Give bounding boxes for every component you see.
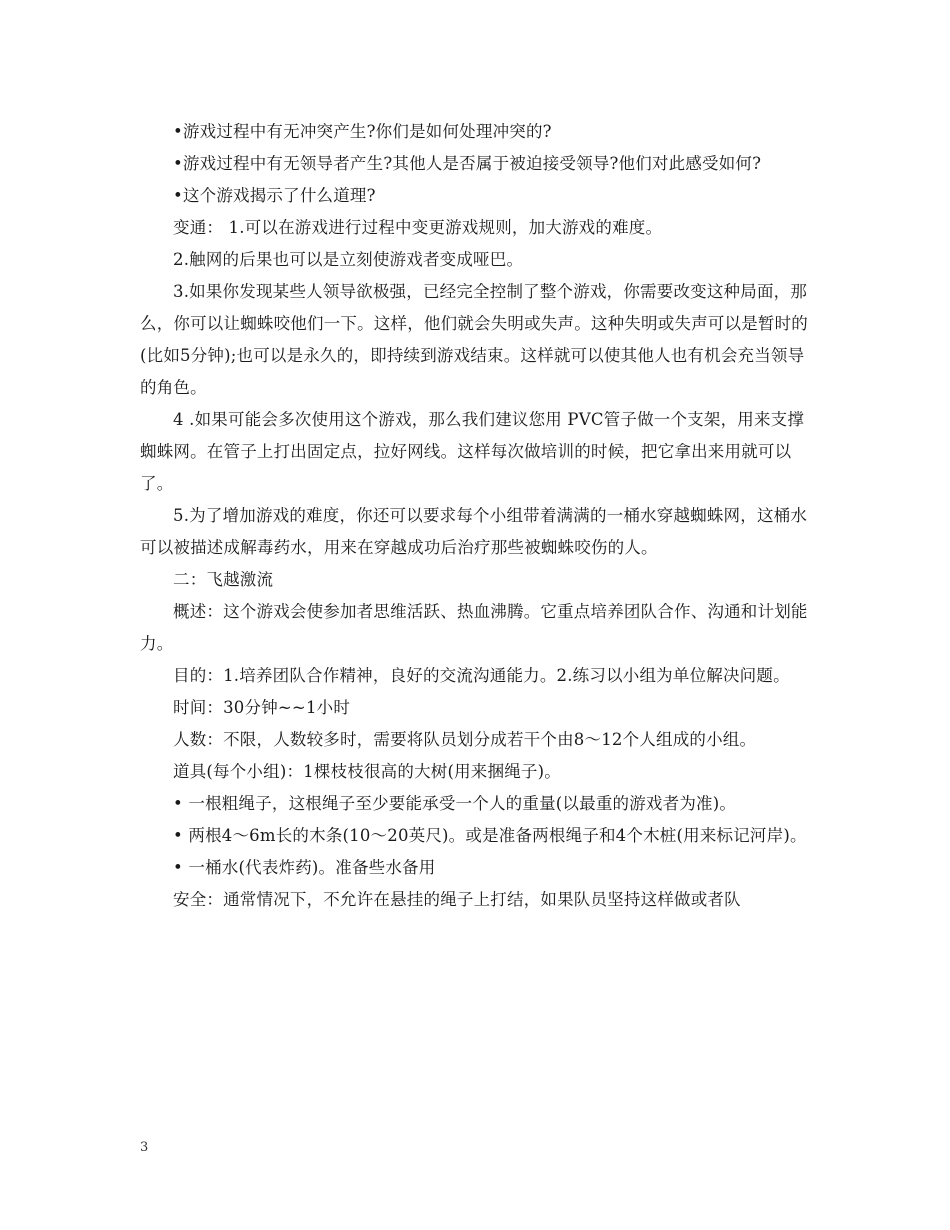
safety: 安全：通常情况下，不允许在悬挂的绳子上打结，如果队员坚持这样做或者队 — [173, 890, 741, 909]
variation-1: 变通： 1.可以在游戏进行过程中变更游戏规则，加大游戏的难度。 — [173, 218, 663, 237]
time: 时间：30分钟~~1小时 — [173, 698, 351, 717]
variation-3: 3.如果你发现某些人领导欲极强，已经完全控制了整个游戏，你需要改变这种局面，那么，你可以让蜘蛛咬他们一下。这样，他们就会失明或失声。这种失明或失声可以是暂时的(比如5分钟);也可以是永久的，即持续到游戏结束。这样就可以使其他人也有机会充当领导的角色。 — [140, 282, 808, 397]
purpose: 目的：1.培养团队合作精神，良好的交流沟通能力。2.练习以小组为单位解决问题。 — [173, 666, 790, 685]
variation-2: 2.触网的后果也可以是立刻使游戏者变成哑巴。 — [173, 250, 524, 269]
section-heading: 二：飞越激流 — [173, 570, 274, 589]
variation-4: 4 .如果可能会多次使用这个游戏，那么我们建议您用 PVC管子做一个支架，用来支撑蜘蛛网。在管子上打出固定点，拉好网线。这样每次做培训的时候，把它拿出来用就可以了。 — [140, 410, 805, 493]
overview: 概述：这个游戏会使参加者思维活跃、热血沸腾。它重点培养团队合作、沟通和计划能力。 — [140, 602, 808, 653]
variation-5: 5.为了增加游戏的难度，你还可以要求每个小组带着满满的一桶水穿越蜘蛛网，这桶水可以被描述成解毒药水，用来在穿越成功后治疗那些被蜘蛛咬伤的人。 — [140, 506, 808, 557]
props-rope: • 一根粗绳子，这根绳子至少要能承受一个人的重量(以最重的游戏者为准)。 — [173, 794, 737, 813]
props-water: • 一桶水(代表炸药)。准备些水备用 — [173, 858, 436, 877]
bullet-conflict: •游戏过程中有无冲突产生?你们是如何处理冲突的? — [173, 122, 552, 141]
page-number: 3 — [140, 1140, 149, 1155]
props-wood: • 两根4～6m长的木条(10～20英尺)。或是准备两根绳子和4个木桩(用来标记河岸)。 — [173, 826, 807, 845]
bullet-lesson: •这个游戏揭示了什么道理? — [173, 186, 376, 205]
props: 道具(每个小组)：1棵枝枝很高的大树(用来捆绳子)。 — [173, 762, 561, 781]
participants: 人数：不限，人数较多时，需要将队员划分成若干个由8～12个人组成的小组。 — [173, 730, 757, 749]
document-body — [140, 116, 812, 916]
bullet-leader: •游戏过程中有无领导者产生?其他人是否属于被迫接受领导?他们对此感受如何? — [173, 154, 762, 173]
